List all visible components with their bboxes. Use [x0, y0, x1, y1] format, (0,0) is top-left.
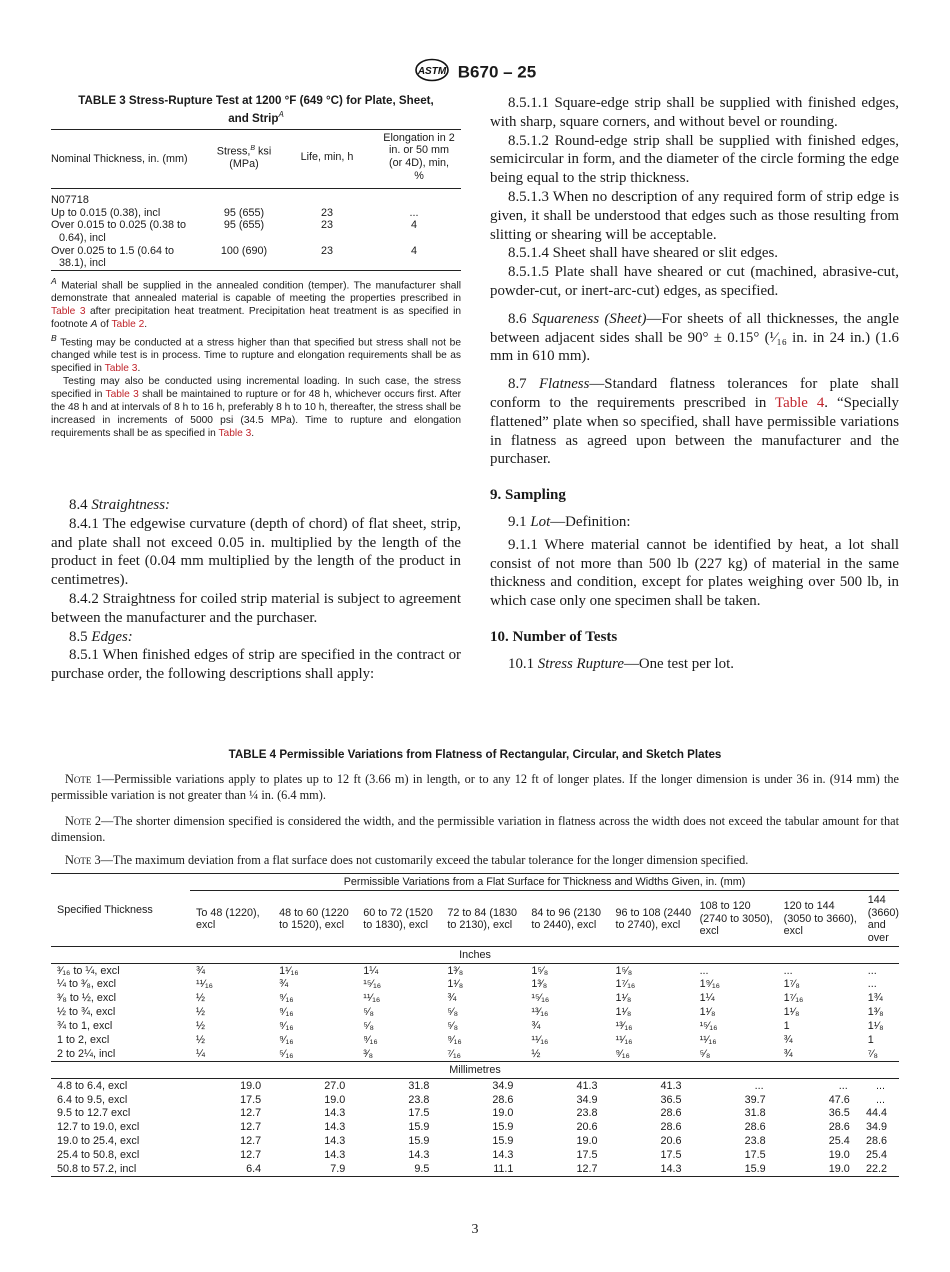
cell-thickness: ¼ to ³⁄₈, excl	[57, 978, 117, 991]
page-header	[0, 58, 950, 87]
cell-value: 1¾	[867, 992, 883, 1005]
note-3: Note 3—The maximum deviation from a flat surface does not customarily exceed the tabular tolerance for the longer dimension specified.	[65, 853, 749, 867]
section-8-6: 8.6 Squareness (Sheet)—For sheets of all thicknesses, the angle between adjacent sides shall be 90° ± 0.15° (¹⁄₁₆ in. in 24 in.) (1.6 mm in 610 mm).	[490, 310, 899, 365]
table-row	[51, 992, 899, 1006]
table-4-title: TABLE 4 Permissible Variations from Flatness of Rectangular, Circular, and Sketch Plates	[228, 748, 722, 761]
table-3	[51, 94, 461, 440]
cell-value: 25.4	[865, 1149, 887, 1162]
cell-value: 1¼	[363, 964, 379, 977]
left-column	[51, 496, 461, 684]
row-header: Specified Thickness	[51, 873, 190, 947]
standard-designation: B670 – 25	[457, 62, 537, 82]
cell-value: ...	[754, 1079, 764, 1092]
cell-value: 1¹⁄₁₆	[279, 964, 299, 977]
table-row	[51, 978, 899, 992]
section-8-5-1-2: 8.5.1.2 Round-edge strip shall be supplied with finished edges, semicircular in form, and the diameter of the circle forming the edge being equal to the strip thickness.	[490, 132, 899, 187]
cell-value: 1	[783, 1020, 790, 1033]
table-4-grid	[51, 873, 899, 1178]
col-elongation: Elongation in 2 in. or 50 mm (or 4D), min, %	[383, 131, 455, 182]
cell-value: 1¹⁄₈	[447, 978, 464, 991]
cell-value: 17.5	[576, 1149, 598, 1162]
cell-value: 20.6	[576, 1121, 598, 1134]
cell-value: 1¹⁄₈	[867, 1020, 884, 1033]
section-9-1: 9.1 Lot—Definition:	[508, 513, 631, 530]
cell-thickness: 19.0 to 25.4, excl	[57, 1135, 140, 1148]
cell-thickness: 12.7 to 19.0, excl	[57, 1121, 140, 1134]
table-row	[51, 1135, 899, 1149]
cell-stress: 95 (655)	[223, 206, 265, 219]
cell-value: 1⁹⁄₁₆	[699, 978, 720, 991]
cell-value: 47.6	[828, 1093, 850, 1106]
cell-value: 23.8	[576, 1107, 598, 1120]
cell-value: ⁵⁄₈	[699, 1047, 711, 1060]
cell-stress: 95 (655)	[223, 219, 265, 232]
table-row	[51, 963, 899, 977]
cell-value: 1	[867, 1034, 874, 1047]
cell-value: ⁹⁄₁₆	[279, 1034, 294, 1047]
cell-value: 19.0	[828, 1149, 850, 1162]
section-8-4-1: 8.4.1 The edgewise curvature (depth of chord) of flat sheet, strip, and plate shall not exceed 0.05 in. multiplied by the length of the product in feet (0.04 mm multiplied by the length of the product in centimetres).	[51, 515, 461, 589]
table-3-title: TABLE 3 Stress-Rupture Test at 1200 °F (649 °C) for Plate, Sheet, and Strip$^A$	[78, 94, 434, 125]
cell-value: ...	[876, 1079, 885, 1092]
cell-value: 1⁷⁄₁₆	[615, 978, 636, 991]
cell-value: 14.3	[609, 1162, 693, 1176]
heading-number-of-tests: 10. Number of Tests	[490, 628, 618, 645]
section-8-5-1-5: 8.5.1.5 Plate shall have sheared or cut (machined, abrasive-cut, powder-cut, or inert-arc-cut) edges, as specified.	[490, 264, 899, 299]
cell-value: 41.3	[576, 1079, 598, 1092]
cell-value: ¾	[531, 1020, 541, 1033]
right-column	[490, 94, 899, 674]
cell-value: 1⁵⁄₈	[531, 964, 549, 977]
section-8-7: 8.7 Flatness—Standard flatness tolerances for plate shall conform to the requirements prescribed in Table 4. “Specially flattened” plate when so specified, shall have permissible variations in flatness as agreed upon between the manufacturer and the purchaser.	[490, 376, 899, 468]
table-row	[51, 1148, 899, 1162]
cell-thickness: Over 0.025 to 1.5 (0.64 to 38.1), incl	[51, 244, 175, 270]
section-10-1: 10.1 Stress Rupture—One test per lot.	[508, 655, 734, 672]
col-header: 72 to 84 (1830 to 2130), excl	[441, 891, 525, 947]
cell-value: ¹¹⁄₁₆	[531, 1034, 549, 1047]
cell-value: 34.9	[865, 1121, 887, 1134]
col-header: 120 to 144 (3050 to 3660), excl	[778, 891, 862, 947]
table-row	[51, 245, 461, 271]
cell-value: 15.9	[694, 1162, 778, 1176]
footnote-a: $^A$ Material shall be supplied in the annealed condition (temper). The manufacturer shall demonstrate that annealed material is capable of meeting the properties prescribed in Table 3 after precipitation heat treatment. Precipitation heat treatment is as specified in footnote A of Table 2.	[51, 275, 461, 330]
cell-value: ¾	[447, 992, 457, 1005]
col-thickness: Nominal Thickness, in. (mm)	[51, 152, 188, 165]
section-8-5-1: 8.5.1 When finished edges of strip are specified in the contract or purchase order, the following descriptions shall apply:	[51, 647, 461, 683]
alloy-group: N07718	[51, 194, 89, 207]
cell-value: 28.6	[492, 1093, 514, 1106]
cell-value: 14.3	[324, 1149, 346, 1162]
col-header: 84 to 96 (2130 to 2440), excl	[525, 891, 609, 947]
cell-value: 36.5	[828, 1107, 850, 1120]
cell-value: 28.6	[744, 1121, 766, 1134]
cell-value: 19.0	[324, 1093, 346, 1106]
cell-life: 23	[320, 244, 333, 257]
table-row	[51, 1121, 899, 1135]
cell-value: ⁹⁄₁₆	[363, 1034, 378, 1047]
cell-thickness: Up to 0.015 (0.38), incl	[51, 206, 161, 219]
cell-value: ¹¹⁄₁₆	[699, 1034, 717, 1047]
footnote-b: $^B$ Testing may be conducted at a stress higher than that specified but stress shall not be changed while test is in process. Time to rupture and elongation requirements shall be as specified in Table 3.	[51, 332, 461, 375]
cell-value: 23.8	[408, 1093, 430, 1106]
cell-value: ⁹⁄₁₆	[279, 992, 294, 1005]
col-header: 60 to 72 (1520 to 1830), excl	[357, 891, 441, 947]
cell-value: 14.3	[324, 1135, 346, 1148]
cell-value: ...	[783, 964, 793, 977]
footnote-c: Testing may also be conducted using incremental loading. In such case, the stress specified in Table 3 shall be maintained to rupture or for 48 h, whichever occurs first. After the 48 h and at intervals of 8 h to 16 h, preferably 8 h to 10 h, thereafter, the stress shall be increased in increments of 5000 psi (34.5 MPa). Time to rupture and elongation requirements shall be as specified in Table 3.	[51, 375, 461, 439]
table-row	[51, 1093, 899, 1107]
cell-thickness: ½ to ¾, excl	[57, 1006, 116, 1019]
cell-value: 22.2	[862, 1162, 899, 1176]
cell-value: ⁹⁄₁₆	[447, 1034, 462, 1047]
table-row	[51, 1107, 899, 1121]
cell-value: ⁹⁄₁₆	[279, 1006, 294, 1019]
cell-value: ¹¹⁄₁₆	[615, 1034, 633, 1047]
cell-thickness: 4.8 to 6.4, excl	[57, 1079, 128, 1092]
cell-value: ⁵⁄₈	[363, 1020, 375, 1033]
cell-thickness: 1 to 2, excl	[57, 1034, 110, 1047]
cell-value: 15.9	[492, 1121, 514, 1134]
cell-life: 23	[320, 219, 333, 232]
cell-value: 20.6	[660, 1135, 682, 1148]
cell-value: 1⁷⁄₁₆	[783, 992, 804, 1005]
cell-value: 44.4	[865, 1107, 887, 1120]
table-row	[51, 1079, 899, 1093]
cell-value: 28.6	[660, 1107, 682, 1120]
cell-value: ¹³⁄₁₆	[615, 1020, 633, 1033]
cell-value: 25.4	[828, 1135, 850, 1148]
cell-value: 34.9	[576, 1093, 598, 1106]
cell-thickness: ³⁄₁₆ to ¼, excl	[57, 964, 120, 977]
cell-value: 1³⁄₈	[447, 964, 464, 977]
cell-value: 1¼	[699, 992, 715, 1005]
cell-value: 28.6	[828, 1121, 850, 1134]
cell-thickness: 25.4 to 50.8, excl	[57, 1149, 140, 1162]
cell-value: ¼	[196, 1047, 206, 1060]
cell-value: 17.5	[240, 1093, 262, 1106]
cell-value: 12.7	[240, 1149, 262, 1162]
cell-value: 27.0	[324, 1079, 346, 1092]
cell-thickness: 2 to 2¼, incl	[57, 1047, 116, 1060]
cell-value: 17.5	[744, 1149, 766, 1162]
cell-value: ¹⁵⁄₁₆	[531, 992, 550, 1005]
unit-label: Millimetres	[51, 1062, 899, 1079]
col-header: To 48 (1220), excl	[190, 891, 273, 947]
cell-value: 19.0	[778, 1162, 862, 1176]
section-9-1-1: 9.1.1 Where material cannot be identified by heat, a lot shall consist of not more than 500 lb (227 kg) of material in the same thickness and condition, except for plates weighing over 500 lb, in which case only one specimen shall be taken.	[490, 536, 899, 610]
cell-value: ...	[699, 964, 709, 977]
cell-value: 19.0	[240, 1079, 262, 1092]
cell-value: ¹⁵⁄₁₆	[363, 978, 382, 991]
heading-sampling: 9. Sampling	[490, 487, 566, 504]
cell-value: 34.9	[492, 1079, 514, 1092]
cell-value: 12.7	[525, 1162, 609, 1176]
cell-value: 36.5	[660, 1093, 682, 1106]
cell-value: ⁵⁄₈	[447, 1006, 459, 1019]
cell-value: 6.4	[190, 1162, 273, 1176]
table-row	[51, 1162, 899, 1176]
cell-thickness: ³⁄₈ to ½, excl	[57, 992, 117, 1005]
cell-value: ½	[196, 1020, 206, 1033]
cell-elong: 4	[410, 219, 417, 232]
cell-value: ½	[531, 1047, 541, 1060]
section-8-5-1-1: 8.5.1.1 Square-edge strip shall be supplied with finished edges, with sharp, square corners, and without bevel or rounding.	[490, 95, 899, 130]
cell-thickness: ¾ to 1, excl	[57, 1020, 113, 1033]
cell-value: ⁷⁄₁₆	[447, 1047, 462, 1060]
section-8-4-2: 8.4.2 Straightness for coiled strip material is subject to agreement between the manufacturer and the purchaser.	[51, 590, 461, 626]
svg-text:ASTM: ASTM	[417, 66, 446, 77]
table-row	[51, 1006, 899, 1020]
cell-thickness: Over 0.015 to 0.025 (0.38 to 0.64), incl	[51, 219, 187, 245]
table-row	[51, 1019, 899, 1033]
section-8-4: 8.4 Straightness:	[69, 497, 170, 513]
col-header: 144 (3660) and over	[862, 891, 899, 947]
cell-value: 41.3	[660, 1079, 682, 1092]
note-2: Note 2—The shorter dimension specified is considered the width, and the permissible variation in flatness across the width does not exceed the tabular amount for that dimension.	[51, 814, 899, 844]
cell-value: 23.8	[744, 1135, 766, 1148]
cell-value: ¹⁵⁄₁₆	[699, 1020, 718, 1033]
cell-value: ⁵⁄₈	[447, 1020, 459, 1033]
cell-value: ³⁄₈	[363, 1047, 374, 1060]
cell-value: 12.7	[240, 1121, 262, 1134]
cell-value: ⁷⁄₈	[867, 1047, 878, 1060]
cell-value: 14.3	[324, 1121, 346, 1134]
cell-value: ¾	[783, 1047, 793, 1060]
table-row	[51, 1047, 899, 1061]
col-stress: Stress,$^B$ ksi (MPa)	[216, 145, 272, 171]
cell-value: 14.3	[324, 1107, 346, 1120]
cell-value: ¹³⁄₁₆	[531, 1006, 549, 1019]
cell-value: ¹¹⁄₁₆	[196, 978, 214, 991]
page-number: 3	[471, 1222, 479, 1237]
cell-value: 14.3	[492, 1149, 514, 1162]
cell-value: ¾	[279, 978, 289, 991]
unit-label: Inches	[51, 947, 899, 964]
cell-thickness: 9.5 to 12.7 excl	[57, 1107, 131, 1120]
cell-value: 15.9	[492, 1135, 514, 1148]
cell-value: 1¹⁄₈	[615, 1006, 632, 1019]
cell-value: 15.9	[408, 1121, 430, 1134]
cell-value: 31.8	[408, 1079, 430, 1092]
col-header: 96 to 108 (2440 to 2740), excl	[609, 891, 693, 947]
cell-value: 19.0	[492, 1107, 514, 1120]
cell-value: ⁵⁄₈	[363, 1006, 375, 1019]
cell-value: ¾	[196, 964, 206, 977]
cell-value: 1¹⁄₈	[699, 1006, 716, 1019]
cell-value: ½	[196, 1006, 206, 1019]
cell-value: ⁹⁄₁₆	[279, 1020, 294, 1033]
cell-thickness: 50.8 to 57.2, incl	[51, 1162, 190, 1176]
cell-value: 28.6	[660, 1121, 682, 1134]
cell-value: 1⁷⁄₈	[783, 978, 800, 991]
span-header: Permissible Variations from a Flat Surface for Thickness and Widths Given, in. (mm)	[190, 873, 899, 891]
cell-life: 23	[320, 206, 333, 219]
cell-value: 11.1	[441, 1162, 525, 1176]
col-life: Life, min, h	[300, 150, 354, 163]
cell-value: ...	[867, 964, 877, 977]
table-3-footnotes	[51, 275, 461, 441]
cell-value: 19.0	[576, 1135, 598, 1148]
cell-value: 39.7	[744, 1093, 766, 1106]
astm-logo-icon	[414, 58, 450, 87]
col-header: 48 to 60 (1220 to 1520), excl	[273, 891, 357, 947]
cell-value: 28.6	[865, 1135, 887, 1148]
cell-stress: 100 (690)	[220, 244, 268, 257]
cell-elong: 4	[410, 244, 417, 257]
section-8-5-1-3: 8.5.1.3 When no description of any required form of strip edge is given, it shall be understood that edges such as those resulting from slitting or shearing will be acceptable.	[490, 188, 899, 243]
table-4	[51, 748, 899, 1177]
cell-value: 17.5	[408, 1107, 430, 1120]
cell-value: 9.5	[357, 1162, 441, 1176]
table-4-link[interactable]: Table 4	[775, 394, 825, 411]
cell-value: ...	[867, 978, 877, 991]
cell-value: 31.8	[744, 1107, 766, 1120]
cell-elong: ...	[409, 206, 419, 219]
table-row	[51, 1033, 899, 1047]
cell-value: 12.7	[240, 1135, 262, 1148]
cell-value: 17.5	[660, 1149, 682, 1162]
section-8-5: 8.5 Edges:	[69, 628, 133, 645]
cell-value: ¹¹⁄₁₆	[363, 992, 381, 1005]
cell-thickness: 6.4 to 9.5, excl	[57, 1093, 128, 1106]
note-1: Note 1—Permissible variations apply to plates up to 12 ft (3.66 m) in length, or to any 12 ft of longer plates. If the longer dimension is under 36 in. (914 mm) the permissible variation is not greater than ¼ in. (6.4 mm).	[51, 772, 899, 802]
cell-value: ...	[838, 1079, 848, 1092]
cell-value: 1¹⁄₈	[615, 992, 632, 1005]
cell-value: ...	[876, 1093, 885, 1106]
cell-value: 12.7	[240, 1107, 262, 1120]
cell-value: 1³⁄₈	[867, 1006, 884, 1019]
cell-value: 15.9	[408, 1135, 430, 1148]
cell-value: 7.9	[273, 1162, 357, 1176]
cell-value: 14.3	[408, 1149, 430, 1162]
cell-value: 1¹⁄₈	[783, 1006, 800, 1019]
table-3-grid	[51, 129, 461, 271]
cell-value: 1⁵⁄₈	[615, 964, 633, 977]
table-row	[51, 207, 461, 220]
cell-value: ½	[196, 992, 206, 1005]
col-header: 108 to 120 (2740 to 3050), excl	[694, 891, 778, 947]
table-row	[51, 219, 461, 244]
cell-value: ⁹⁄₁₆	[615, 1047, 630, 1060]
cell-value: 1³⁄₈	[531, 978, 548, 991]
cell-value: ¾	[783, 1034, 793, 1047]
cell-value: ½	[196, 1034, 206, 1047]
cell-value: ⁵⁄₁₆	[279, 1047, 294, 1060]
section-8-5-1-4: 8.5.1.4 Sheet shall have sheared or slit edges.	[508, 245, 779, 262]
